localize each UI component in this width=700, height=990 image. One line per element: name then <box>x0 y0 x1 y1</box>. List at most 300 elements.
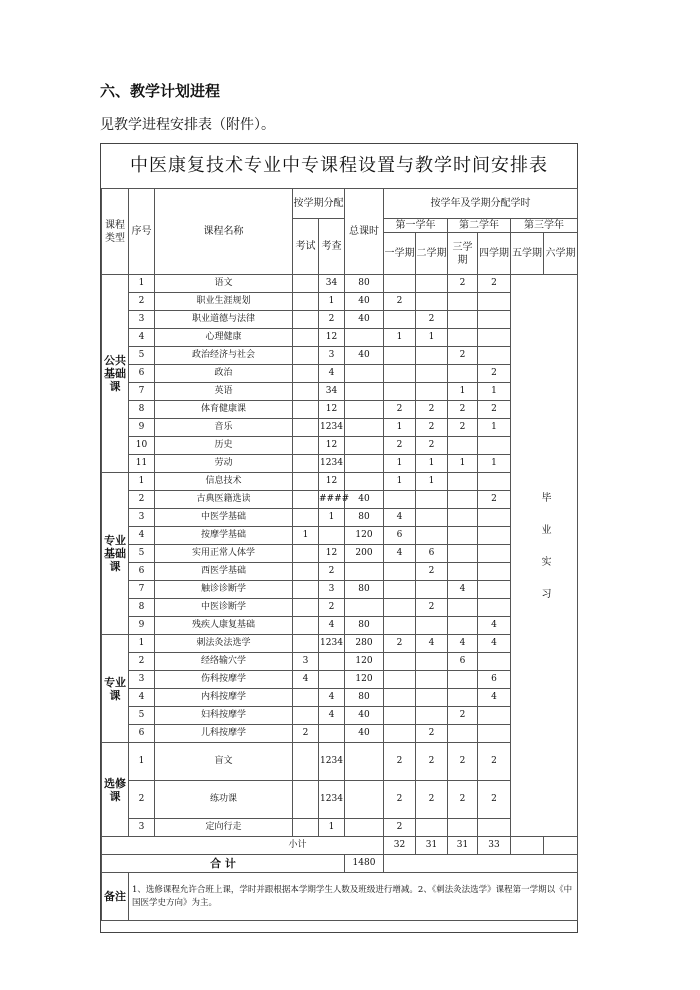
cell-s2: 2 <box>416 725 448 743</box>
cell-exam <box>293 293 319 311</box>
table-row <box>102 347 578 365</box>
cell-name: 经络输穴学 <box>155 653 293 671</box>
header-schedule: 按学年及学期分配学时 <box>384 189 578 219</box>
cell-exam <box>293 617 319 635</box>
cell-s2 <box>416 689 448 707</box>
cell-s3 <box>448 545 478 563</box>
note-row <box>102 873 578 921</box>
header-sem2: 二学期 <box>416 233 448 275</box>
cell-s2: 2 <box>416 563 448 581</box>
cell-total: 120 <box>345 653 384 671</box>
intro-text: 见教学进程安排表（附件）。 <box>100 117 275 133</box>
cell-s4 <box>478 437 511 455</box>
cell-name: 中医诊断学 <box>155 599 293 617</box>
cell-s4 <box>478 347 511 365</box>
cell-s4: 1 <box>478 455 511 473</box>
cell-seq: 2 <box>129 491 155 509</box>
cell-total <box>345 781 384 819</box>
cell-s4: 2 <box>478 781 511 819</box>
cell-s3: 4 <box>448 581 478 599</box>
cell-seq: 8 <box>129 401 155 419</box>
cell-total <box>345 563 384 581</box>
cell-total: 80 <box>345 509 384 527</box>
cell-check: 12 <box>319 437 345 455</box>
cell-check <box>319 527 345 545</box>
cell-seq: 2 <box>129 781 155 819</box>
cell-exam <box>293 545 319 563</box>
cell-s2 <box>416 819 448 837</box>
cell-name: 妇科按摩学 <box>155 707 293 725</box>
cell-s1 <box>384 347 416 365</box>
category-cell: 公共基础课 <box>102 275 129 473</box>
cell-s4: 2 <box>478 365 511 383</box>
empty-cell <box>511 837 544 855</box>
cell-s1: 2 <box>384 819 416 837</box>
cell-s3: 2 <box>448 743 478 781</box>
cell-s3: 2 <box>448 347 478 365</box>
cell-name: 伤科按摩学 <box>155 671 293 689</box>
header-assess: 按学期分配 <box>293 189 345 219</box>
cell-s3: 2 <box>448 781 478 819</box>
cell-seq: 11 <box>129 455 155 473</box>
subtotal-label: 小计 <box>102 837 384 855</box>
cell-check: 1234 <box>319 743 345 781</box>
cell-s4: 6 <box>478 671 511 689</box>
cell-s1 <box>384 707 416 725</box>
cell-seq: 5 <box>129 545 155 563</box>
note-text: 1、选修课程允许合班上课，学时并跟根据本学期学生人数及班级进行增减。2、《刺法灸法选学》课程第一学期以《中国医学史方向》为主。 <box>129 873 578 921</box>
cell-name: 练功课 <box>155 781 293 819</box>
cell-exam: 1 <box>293 527 319 545</box>
schedule-sheet <box>100 143 578 933</box>
cell-total <box>345 437 384 455</box>
cell-exam <box>293 491 319 509</box>
cell-name: 中医学基础 <box>155 509 293 527</box>
cell-s4 <box>478 509 511 527</box>
subtotal-value: 32 <box>384 837 416 855</box>
cell-exam <box>293 419 319 437</box>
cell-total: 40 <box>345 311 384 329</box>
cell-total <box>345 401 384 419</box>
cell-seq: 5 <box>129 347 155 365</box>
cell-seq: 4 <box>129 527 155 545</box>
cell-check: 1 <box>319 293 345 311</box>
cell-s1 <box>384 275 416 293</box>
table-row <box>102 545 578 563</box>
table-row <box>102 293 578 311</box>
cell-name: 盲文 <box>155 743 293 781</box>
cell-s1 <box>384 617 416 635</box>
cell-s1: 2 <box>384 401 416 419</box>
cell-s4: 2 <box>478 401 511 419</box>
cell-total <box>345 743 384 781</box>
total-value: 1480 <box>345 855 384 873</box>
cell-s3 <box>448 311 478 329</box>
cell-total: 80 <box>345 617 384 635</box>
cell-seq: 8 <box>129 599 155 617</box>
cell-s1 <box>384 383 416 401</box>
table-row <box>102 329 578 347</box>
cell-exam <box>293 473 319 491</box>
cell-check: 2 <box>319 563 345 581</box>
table-row <box>102 491 578 509</box>
cell-seq: 3 <box>129 819 155 837</box>
cell-s4 <box>478 599 511 617</box>
table-row <box>102 473 578 491</box>
cell-total: 40 <box>345 293 384 311</box>
cell-total: 200 <box>345 545 384 563</box>
cell-name: 英语 <box>155 383 293 401</box>
header-year2: 第二学年 <box>448 219 511 233</box>
cell-s1 <box>384 599 416 617</box>
cell-s2: 1 <box>416 473 448 491</box>
cell-s3: 6 <box>448 653 478 671</box>
cell-seq: 1 <box>129 473 155 491</box>
table-row <box>102 707 578 725</box>
cell-total: 80 <box>345 581 384 599</box>
cell-exam <box>293 437 319 455</box>
table-row <box>102 437 578 455</box>
table-row <box>102 599 578 617</box>
cell-s3 <box>448 473 478 491</box>
cell-s3 <box>448 563 478 581</box>
cell-s2 <box>416 293 448 311</box>
cell-s1 <box>384 491 416 509</box>
table-row <box>102 383 578 401</box>
cell-s1: 1 <box>384 473 416 491</box>
table-row <box>102 365 578 383</box>
table-row <box>102 401 578 419</box>
cell-exam <box>293 743 319 781</box>
cell-name: 语文 <box>155 275 293 293</box>
cell-exam <box>293 347 319 365</box>
cell-s1: 1 <box>384 455 416 473</box>
cell-check: 12 <box>319 473 345 491</box>
subtotal-value: 33 <box>478 837 511 855</box>
cell-s1: 2 <box>384 743 416 781</box>
cell-s2 <box>416 671 448 689</box>
cell-total: 80 <box>345 689 384 707</box>
cell-seq: 6 <box>129 563 155 581</box>
cell-s3 <box>448 819 478 837</box>
total-row <box>102 855 578 873</box>
cell-seq: 4 <box>129 689 155 707</box>
cell-total: 40 <box>345 707 384 725</box>
empty-cell <box>544 837 578 855</box>
cell-total: 120 <box>345 527 384 545</box>
header-sem5: 五学期 <box>511 233 544 275</box>
cell-s3: 1 <box>448 383 478 401</box>
cell-name: 劳动 <box>155 455 293 473</box>
cell-s2: 2 <box>416 781 448 819</box>
cell-check: 34 <box>319 275 345 293</box>
table-row <box>102 563 578 581</box>
category-cell: 专业基础课 <box>102 473 129 635</box>
cell-total <box>345 365 384 383</box>
cell-s3 <box>448 725 478 743</box>
table-row <box>102 671 578 689</box>
cell-s3 <box>448 293 478 311</box>
cell-exam: 4 <box>293 671 319 689</box>
cell-s2 <box>416 383 448 401</box>
cell-s2: 2 <box>416 599 448 617</box>
cell-check: 1234 <box>319 419 345 437</box>
cell-name: 职业道德与法律 <box>155 311 293 329</box>
header-sem1: 一学期 <box>384 233 416 275</box>
cell-s2 <box>416 365 448 383</box>
cell-s3 <box>448 437 478 455</box>
cell-check: 1234 <box>319 781 345 819</box>
cell-s1: 1 <box>384 419 416 437</box>
cell-total <box>345 419 384 437</box>
cell-s4: 1 <box>478 383 511 401</box>
cell-check: 1234 <box>319 455 345 473</box>
cell-exam <box>293 401 319 419</box>
cell-exam <box>293 563 319 581</box>
cell-s4: 4 <box>478 689 511 707</box>
cell-s1: 1 <box>384 329 416 347</box>
cell-check: 34 <box>319 383 345 401</box>
cell-total <box>345 329 384 347</box>
cell-check <box>319 725 345 743</box>
cell-s2: 4 <box>416 635 448 653</box>
cell-total <box>345 599 384 617</box>
cell-s4 <box>478 563 511 581</box>
cell-name: 实用正常人体学 <box>155 545 293 563</box>
cell-name: 心理健康 <box>155 329 293 347</box>
cell-s4: 2 <box>478 275 511 293</box>
cell-s4: 1 <box>478 419 511 437</box>
cell-name: 内科按摩学 <box>155 689 293 707</box>
header-year3: 第三学年 <box>511 219 578 233</box>
cell-s4: 2 <box>478 491 511 509</box>
cell-s3: 1 <box>448 455 478 473</box>
cell-name: 政治经济与社会 <box>155 347 293 365</box>
cell-s1 <box>384 365 416 383</box>
cell-s3: 2 <box>448 401 478 419</box>
cell-s3 <box>448 671 478 689</box>
cell-name: 儿科按摩学 <box>155 725 293 743</box>
cell-seq: 3 <box>129 509 155 527</box>
table-row <box>102 455 578 473</box>
cell-total: 40 <box>345 491 384 509</box>
cell-s2 <box>416 527 448 545</box>
cell-total: 40 <box>345 347 384 365</box>
cell-s2: 2 <box>416 437 448 455</box>
table-row <box>102 311 578 329</box>
cell-exam <box>293 581 319 599</box>
cell-seq: 1 <box>129 635 155 653</box>
cell-total: 280 <box>345 635 384 653</box>
cell-seq: 4 <box>129 329 155 347</box>
cell-check: 4 <box>319 365 345 383</box>
cell-s3 <box>448 599 478 617</box>
table-row <box>102 419 578 437</box>
cell-name: 信息技术 <box>155 473 293 491</box>
table-row <box>102 617 578 635</box>
cell-seq: 6 <box>129 365 155 383</box>
cell-exam <box>293 311 319 329</box>
cell-check <box>319 653 345 671</box>
cell-s3: 2 <box>448 707 478 725</box>
cell-s4 <box>478 329 511 347</box>
cell-check: 3 <box>319 581 345 599</box>
header-exam: 考试 <box>293 219 319 275</box>
cell-exam <box>293 707 319 725</box>
table-row <box>102 781 578 819</box>
cell-exam: 2 <box>293 725 319 743</box>
cell-s4 <box>478 527 511 545</box>
cell-name: 触诊诊断学 <box>155 581 293 599</box>
total-label: 合 计 <box>102 855 345 873</box>
cell-seq: 1 <box>129 743 155 781</box>
cell-exam <box>293 275 319 293</box>
table-row <box>102 509 578 527</box>
cell-check: #### <box>319 491 345 509</box>
cell-name: 按摩学基础 <box>155 527 293 545</box>
table-row <box>102 581 578 599</box>
cell-name: 职业生涯规划 <box>155 293 293 311</box>
cell-s4 <box>478 819 511 837</box>
table-row <box>102 743 578 781</box>
cell-s4 <box>478 707 511 725</box>
subtotal-value: 31 <box>448 837 478 855</box>
cell-seq: 2 <box>129 293 155 311</box>
cell-s4 <box>478 545 511 563</box>
cell-s2 <box>416 581 448 599</box>
header-check: 考查 <box>319 219 345 275</box>
cell-check: 2 <box>319 599 345 617</box>
cell-s2: 2 <box>416 311 448 329</box>
cell-s1: 4 <box>384 545 416 563</box>
cell-name: 古典医籍选读 <box>155 491 293 509</box>
cell-exam <box>293 781 319 819</box>
cell-s2 <box>416 509 448 527</box>
cell-name: 政治 <box>155 365 293 383</box>
cell-s4 <box>478 725 511 743</box>
cell-s1 <box>384 725 416 743</box>
table-row <box>102 527 578 545</box>
empty-cell <box>384 855 578 873</box>
cell-check <box>319 671 345 689</box>
table-row <box>102 635 578 653</box>
cell-s4 <box>478 653 511 671</box>
cell-s1: 6 <box>384 527 416 545</box>
header-year1: 第一学年 <box>384 219 448 233</box>
table-row <box>102 653 578 671</box>
cell-name: 音乐 <box>155 419 293 437</box>
cell-s3 <box>448 509 478 527</box>
cell-s4: 2 <box>478 743 511 781</box>
table-row <box>102 819 578 837</box>
cell-total <box>345 819 384 837</box>
section-heading: 六、教学计划进程 <box>100 82 221 100</box>
cell-s2: 1 <box>416 329 448 347</box>
note-label: 备注 <box>102 873 129 921</box>
cell-s2 <box>416 275 448 293</box>
cell-s2: 2 <box>416 743 448 781</box>
cell-s2 <box>416 491 448 509</box>
cell-seq: 7 <box>129 581 155 599</box>
cell-s1 <box>384 671 416 689</box>
table-row <box>102 689 578 707</box>
cell-seq: 5 <box>129 707 155 725</box>
cell-name: 定向行走 <box>155 819 293 837</box>
cell-exam <box>293 599 319 617</box>
header-seq: 序号 <box>129 189 155 275</box>
cell-exam <box>293 455 319 473</box>
table-title: 中医康复技术专业中专课程设置与教学时间安排表 <box>130 155 548 176</box>
cell-exam <box>293 509 319 527</box>
cell-s1 <box>384 581 416 599</box>
header-sem4: 四学期 <box>478 233 511 275</box>
header-course-name: 课程名称 <box>155 189 293 275</box>
cell-seq: 1 <box>129 275 155 293</box>
cell-total <box>345 383 384 401</box>
cell-s4: 4 <box>478 635 511 653</box>
cell-s1: 2 <box>384 781 416 819</box>
cell-exam <box>293 383 319 401</box>
cell-s2 <box>416 653 448 671</box>
cell-s3 <box>448 689 478 707</box>
cell-check: 4 <box>319 707 345 725</box>
cell-s2: 2 <box>416 419 448 437</box>
header-category: 课程类型 <box>102 189 129 275</box>
cell-name: 残疾人康复基础 <box>155 617 293 635</box>
cell-s3 <box>448 527 478 545</box>
cell-total: 120 <box>345 671 384 689</box>
cell-s4: 4 <box>478 617 511 635</box>
cell-s3: 4 <box>448 635 478 653</box>
cell-s1: 2 <box>384 293 416 311</box>
cell-s4 <box>478 581 511 599</box>
cell-seq: 7 <box>129 383 155 401</box>
cell-name: 历史 <box>155 437 293 455</box>
cell-s4 <box>478 473 511 491</box>
cell-exam <box>293 635 319 653</box>
cell-total: 40 <box>345 725 384 743</box>
cell-exam <box>293 819 319 837</box>
cell-check: 4 <box>319 689 345 707</box>
cell-name: 刺法灸法选学 <box>155 635 293 653</box>
cell-s3 <box>448 329 478 347</box>
cell-s2: 1 <box>416 455 448 473</box>
cell-exam <box>293 365 319 383</box>
cell-total: 80 <box>345 275 384 293</box>
cell-s1 <box>384 689 416 707</box>
cell-s1 <box>384 653 416 671</box>
subtotal-row <box>102 837 578 855</box>
cell-check: 1234 <box>319 635 345 653</box>
cell-total <box>345 473 384 491</box>
cell-s1 <box>384 311 416 329</box>
category-cell: 选修课 <box>102 743 129 837</box>
table-row <box>102 275 578 293</box>
cell-exam <box>293 689 319 707</box>
cell-s2: 6 <box>416 545 448 563</box>
cell-s2 <box>416 347 448 365</box>
cell-s2: 2 <box>416 401 448 419</box>
cell-seq: 3 <box>129 311 155 329</box>
cell-seq: 6 <box>129 725 155 743</box>
cell-s3 <box>448 491 478 509</box>
cell-s1: 2 <box>384 437 416 455</box>
cell-seq: 10 <box>129 437 155 455</box>
cell-s3: 2 <box>448 419 478 437</box>
cell-s3 <box>448 365 478 383</box>
cell-s2 <box>416 707 448 725</box>
cell-seq: 9 <box>129 419 155 437</box>
